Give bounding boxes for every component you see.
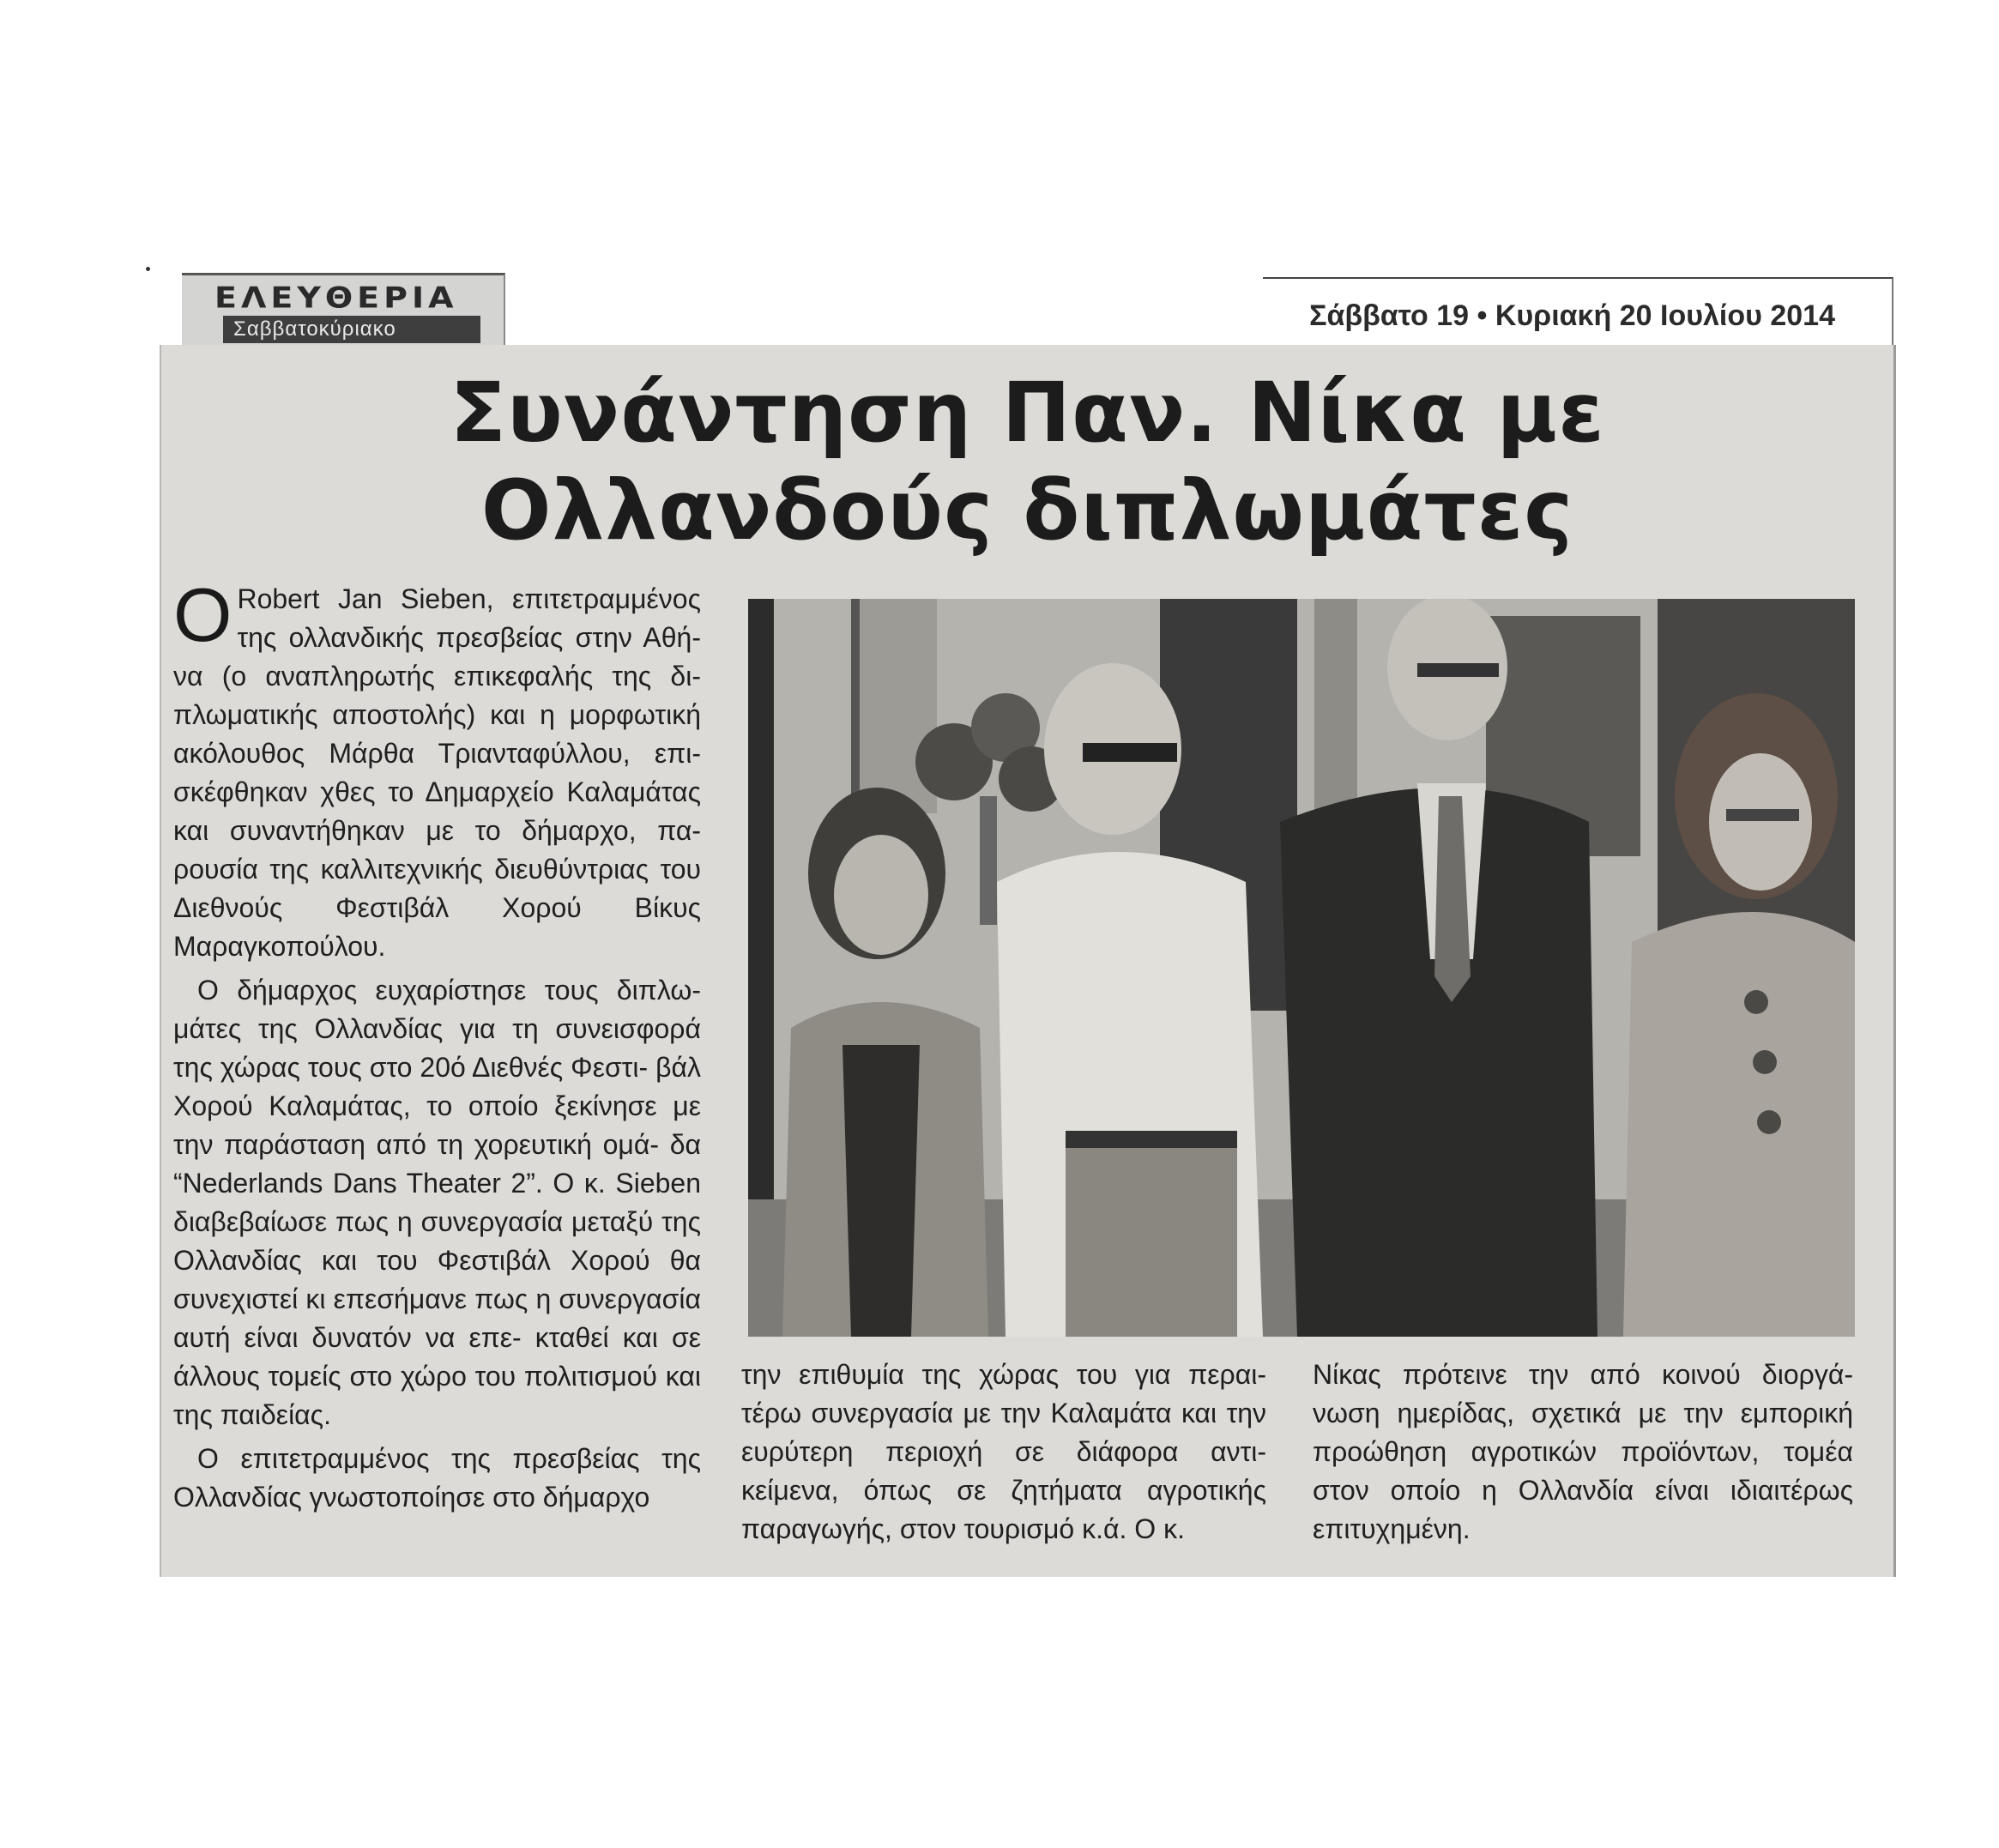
edition-label: Σαββατοκύριακο [223, 316, 480, 343]
issue-date: Σάββατο 19 • Κυριακή 20 Ιουλίου 2014 [1309, 299, 1835, 332]
headline-line-1: Συνάντηση Παν. Νίκα με [450, 365, 1605, 461]
paragraph-1-text: Robert Jan Sieben, επιτετραμμένος της ολλανδικής πρεσβείας στην Αθή- να (ο αναπληρωτής επικεφαλής της δι- πλωματικής αποστολής) και η μορφωτική ακόλουθος Μάρθα Τριανταφύλλου, επι- σκέφθηκαν χθες το Δημαρχείο Καλαμάτας και συναντήθηκαν με το δήμαρχο, πα- ρουσία της καλλιτεχνικής διευθύντριας του Διεθνούς Φεστιβάλ Χορού Βίκυς Μαραγκοπούλου. [173, 583, 701, 962]
paragraph-5: Νίκας πρότεινε την από κοινού διοργά- νωση ημερίδας, σχετικά με την εμπορική προώθηση αγροτικών προϊόντων, τομέα στον οποίο η Ολλανδία είναι ιδιαιτέρως επιτυχημένη. [1313, 1359, 1853, 1544]
dropcap: Ο [173, 572, 233, 657]
paragraph-1 [173, 572, 701, 966]
paragraph-3: Ο επιτετραμμένος της πρεσβείας της Ολλανδίας γνωστοποίησε στο δήμαρχο [173, 1443, 701, 1513]
dateline-box [1263, 277, 1893, 352]
article-column-1 [173, 572, 701, 1522]
article-column-3 [1313, 1356, 1853, 1554]
paragraph-4: την επιθυμία της χώρας του για περαι- τέρω συνεργασία με την Καλαμάτα και την ευρύτερη περιοχή σε διάφορα αντι- κείμενα, όπως σε ζητήματα αγροτικής παραγωγής, στον τουρισμό κ.ά. Ο κ. [741, 1359, 1266, 1544]
headline-line-2: Ολλανδούς διπλωμάτες [480, 462, 1574, 559]
article-clipping [160, 345, 1896, 1577]
article-headline [161, 364, 1893, 559]
article-column-2 [741, 1356, 1266, 1554]
article-photo [748, 599, 1855, 1337]
photo-people-meeting [748, 599, 1855, 1337]
newspaper-masthead [182, 273, 505, 347]
paragraph-2: Ο δήμαρχος ευχαρίστησε τους διπλω- μάτες της Ολλανδίας για τη συνεισφορά της χώρας τους στο 20ό Διεθνές Φεστι- βάλ Χορού Καλαμάτας, το οποίο ξεκίνησε με την παράσταση από τη χορευτική ομά- δα “Nederlands Dans Theater 2”. Ο κ. Sieben διαβεβαίωσε πως η συνεργασία μεταξύ της Ολλανδίας και του Φεστιβάλ Χορού θα συνεχιστεί κι επεσήμανε πως η συνεργασία αυτή είναι δυνατόν να επε- κταθεί και σε άλλους τομείς στο χώρο του πολιτισμού και της παιδείας. [173, 975, 701, 1430]
scan-speck [146, 267, 150, 271]
newspaper-logo: ΕΛΕΥΘΕΡΙΑ [214, 281, 458, 315]
